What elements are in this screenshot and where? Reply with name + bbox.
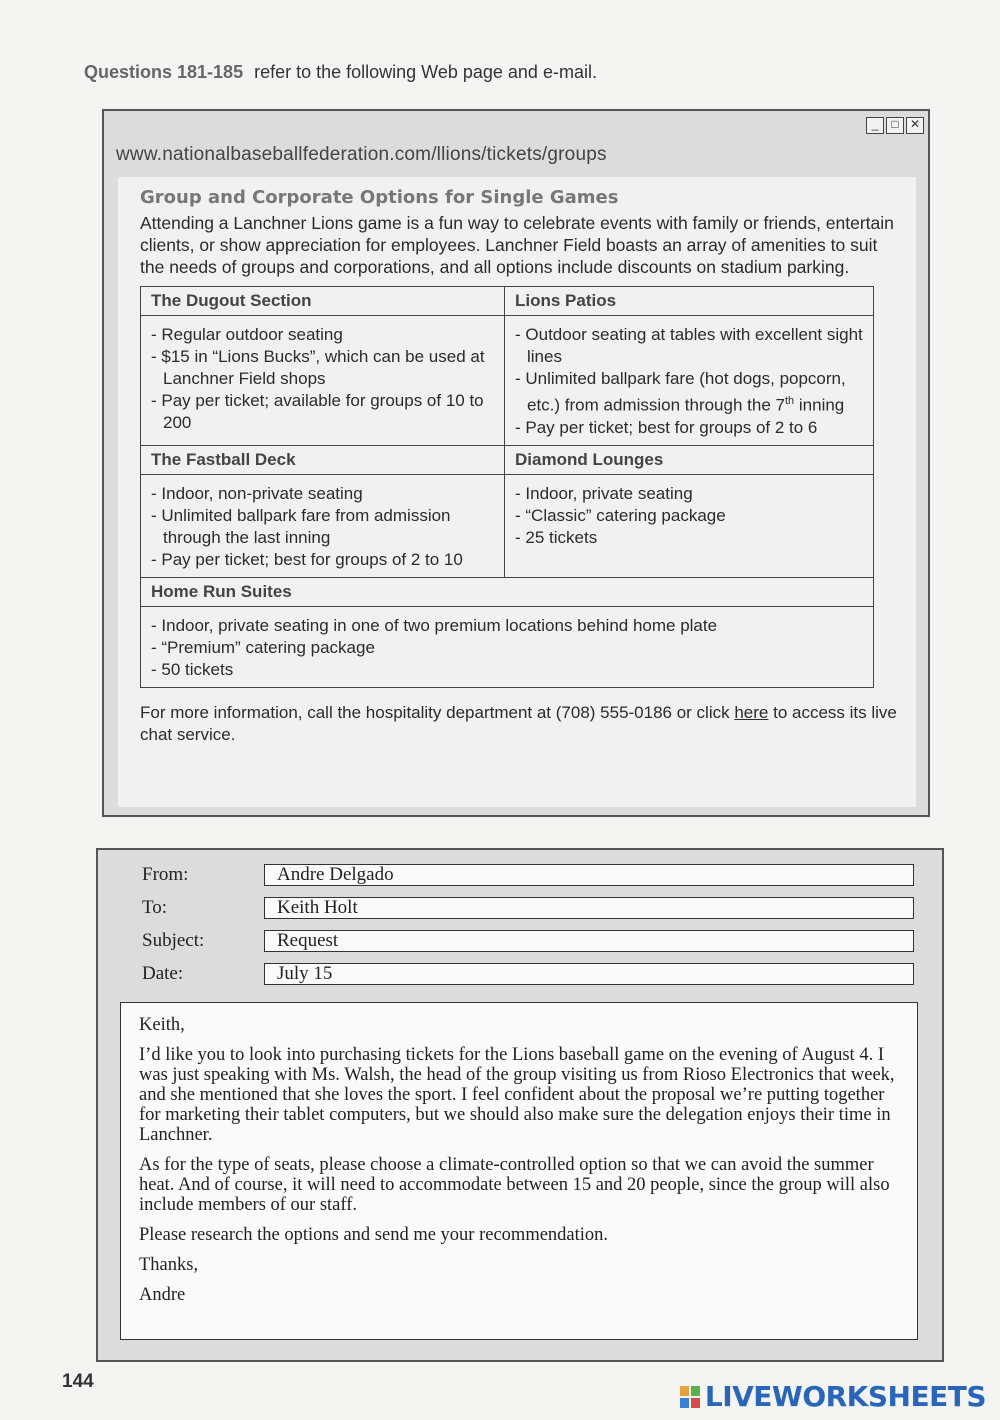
list-item: - Pay per ticket; available for groups of 10 to 200 <box>151 390 494 434</box>
email-paragraph-2: As for the type of seats, please choose a climate-controlled option so that we can avoid the summer heat. And of course, it will need to accommodate between 15 and 20 people, since the group will also include members of our staff. <box>139 1155 890 1215</box>
list-item: - “Premium” catering package <box>151 637 863 659</box>
from-label: From: <box>142 864 189 885</box>
email-date-row <box>142 963 916 989</box>
question-instruction: refer to the following Web page and e-mail. <box>254 62 597 82</box>
url-bar[interactable]: www.nationalbaseballfederation.com/llions/tickets/groups <box>116 144 607 165</box>
page-title: Group and Corporate Options for Single Games <box>140 187 619 208</box>
more-info-text: For more information, call the hospitality department at (708) 555-0186 or click <box>140 702 735 722</box>
brand-name: LIVEWORKSHEETS <box>704 1380 986 1413</box>
list-item: - Pay per ticket; best for groups of 2 to 10 <box>151 549 494 571</box>
brand-logo <box>679 1380 986 1413</box>
to-field: Keith Holt <box>264 897 914 919</box>
date-label: Date: <box>142 963 184 984</box>
minimize-icon[interactable]: _ <box>866 117 884 134</box>
email-signature: Andre <box>139 1285 186 1305</box>
fare-text: Unlimited ballpark fare (hot dogs, popcorn, etc.) from admission through the 7 <box>525 369 846 415</box>
intro-paragraph: Attending a Lanchner Lions game is a fun way to celebrate events with family or friends, entertain clients, or show appreciation for employees. Lanchner Field boasts an array of amenities to suit the needs of groups and corporations, and all options include discounts on stadium parking. <box>140 213 894 277</box>
list-item: - “Classic” catering package <box>515 505 863 527</box>
list-item: - 25 tickets <box>515 527 863 549</box>
browser-window <box>102 109 930 817</box>
list-item <box>515 368 863 417</box>
option-details-fastball <box>141 474 505 577</box>
more-info-text-end: to access its live chat service. <box>140 702 897 744</box>
liveworksheets-logo-icon <box>679 1385 701 1409</box>
list-item: - Pay per ticket; best for groups of 2 to 6 <box>515 417 863 439</box>
option-name-suites: Home Run Suites <box>141 577 874 606</box>
list-item: - $15 in “Lions Bucks”, which can be used at Lanchner Field shops <box>151 346 494 390</box>
email-body <box>120 1002 918 1340</box>
option-details-suites <box>141 606 874 687</box>
option-name-patios: Lions Patios <box>505 287 874 316</box>
email-paragraph-3: Please research the options and send me your recommendation. <box>139 1225 609 1245</box>
close-icon[interactable]: ✕ <box>906 117 924 134</box>
option-name-diamond: Diamond Lounges <box>505 445 874 474</box>
web-page-content <box>118 177 916 807</box>
window-buttons <box>866 117 924 134</box>
fare-text-end: inning <box>794 395 845 415</box>
option-name-fastball: The Fastball Deck <box>141 445 505 474</box>
question-range: Questions 181-185 <box>84 62 244 82</box>
list-item: - Regular outdoor seating <box>151 324 494 346</box>
email-closing: Thanks, <box>139 1255 199 1275</box>
browser-titlebar <box>104 111 928 139</box>
page-number: 144 <box>62 1371 94 1392</box>
option-name-dugout: The Dugout Section <box>141 287 505 316</box>
live-chat-link[interactable]: here <box>734 702 769 722</box>
email-paragraph-1: I’d like you to look into purchasing tickets for the Lions baseball game on the evening of August 4. I was just speaking with Ms. Walsh, the head of the group visiting us from Rioso Electronics that week, and she mentioned that she loves the sport. I feel confident about the proposal we’re putting together for marketing their tablet computers, but we should also make sure the delegation enjoys their time in Lanchner. <box>139 1045 895 1145</box>
email-greeting: Keith, <box>139 1015 185 1035</box>
email-window <box>96 848 944 1362</box>
list-item: - Indoor, private seating in one of two premium locations behind home plate <box>151 615 863 637</box>
email-to-row <box>142 897 916 923</box>
ordinal-suffix: th <box>784 395 795 407</box>
subject-label: Subject: <box>142 930 205 951</box>
list-item: - Indoor, private seating <box>515 483 863 505</box>
maximize-icon[interactable]: □ <box>886 117 904 134</box>
options-table <box>140 286 874 688</box>
email-subject-row <box>142 930 916 956</box>
subject-field: Request <box>264 930 914 952</box>
option-details-patios <box>505 316 874 446</box>
questions-header <box>84 62 597 83</box>
list-item: - Unlimited ballpark fare from admission through the last inning <box>151 505 494 549</box>
list-item: - 50 tickets <box>151 659 863 681</box>
option-details-dugout <box>141 316 505 446</box>
date-field: July 15 <box>264 963 914 985</box>
from-field: Andre Delgado <box>264 864 914 886</box>
email-from-row <box>142 864 916 890</box>
list-item: - Indoor, non-private seating <box>151 483 494 505</box>
list-item: - Outdoor seating at tables with excellent sight lines <box>515 324 863 368</box>
option-details-diamond <box>505 474 874 577</box>
to-label: To: <box>142 897 168 918</box>
more-info <box>140 702 906 746</box>
